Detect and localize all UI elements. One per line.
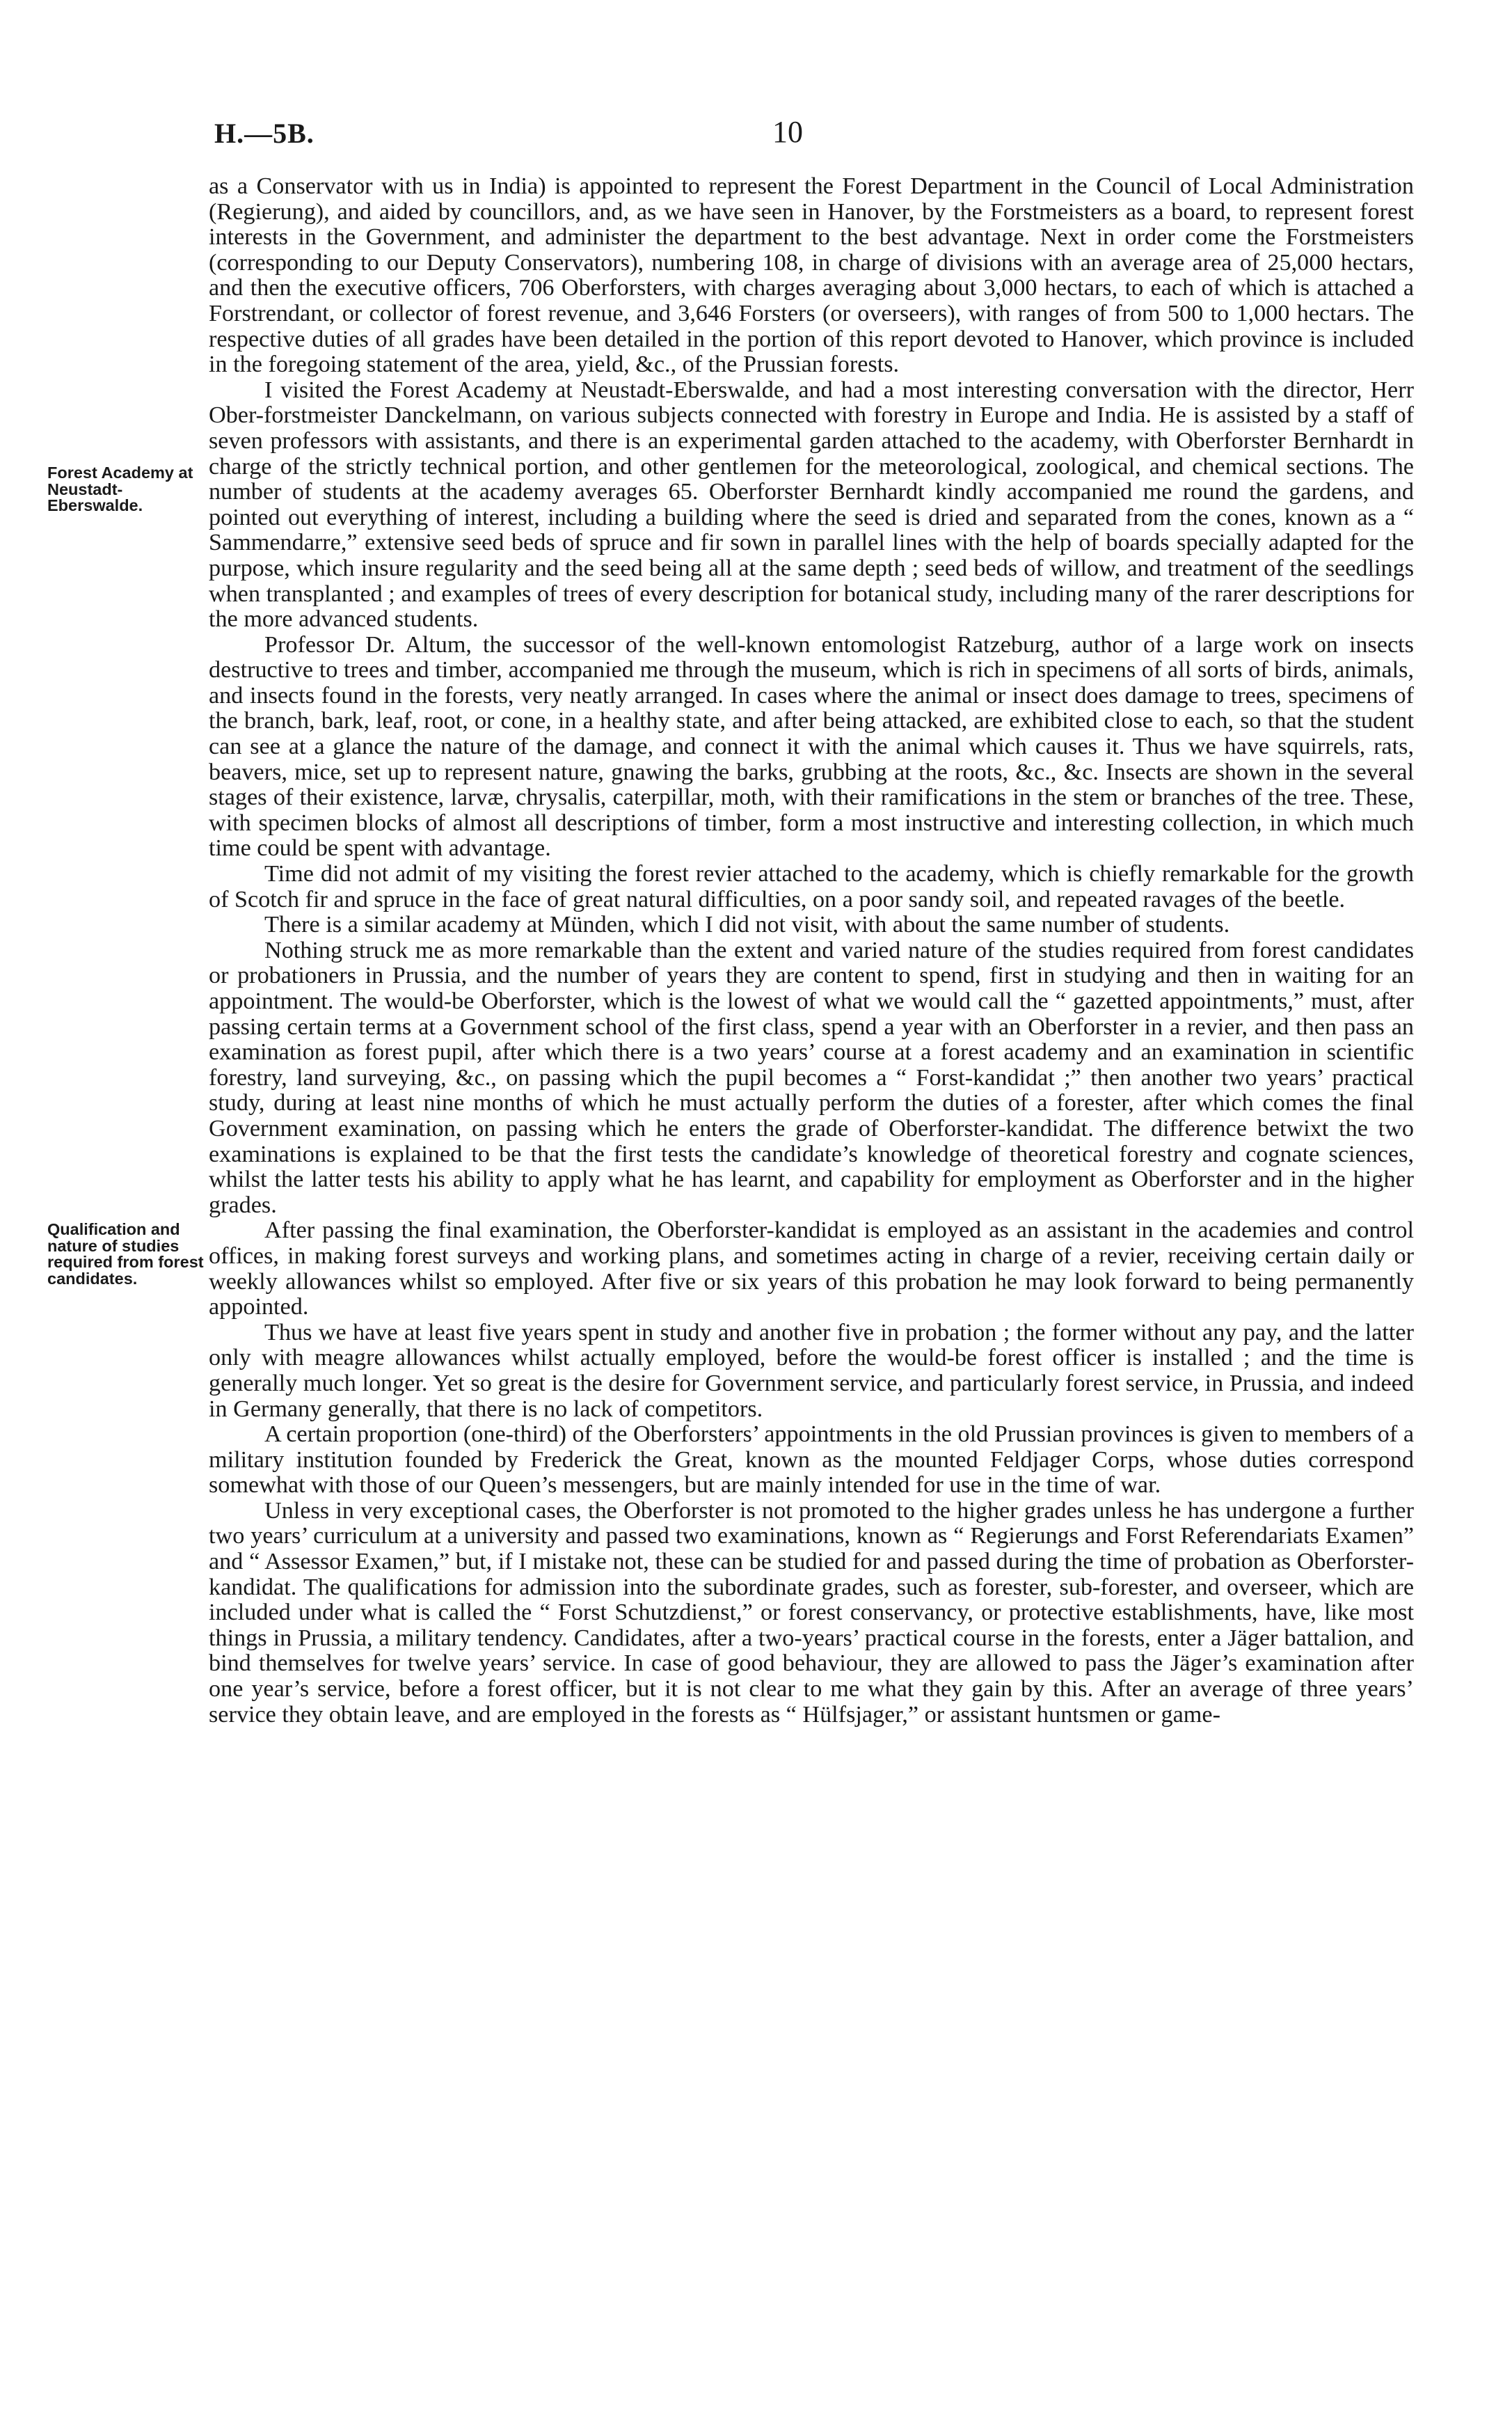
document-reference: H.—5B.	[214, 118, 315, 149]
paragraph-final-examination: After passing the final examination, the Oberforster-kandidat is employed as an assistant in the academies and control offices, in making forest surveys and working plans, and sometimes acting in charge of a revier, receiving certain daily or weekly allowances whilst so employed. After five or six years of this probation he may look forward to being permanently appointed.	[209, 1217, 1414, 1320]
paragraph-conservator: as a Conservator with us in India) is appointed to represent the Forest Department in the Council of Local Administration (Regierung), and aided by councillors, and, as we have seen in Hanover, by the Forstmeisters as a board, to represent forest interests in the Government, and administer the department to the best advantage. Next in order come the Forstmeisters (corresponding to our Deputy Conservators), numbering 108, in charge of divisions with an average area of 25,000 hectars, and then the executive officers, 706 Oberforsters, with charges averaging about 3,000 hectars, to each of which is attached a Forstrendant, or collector of forest revenue, and 3,646 Forsters (or overseers), with ranges of from 500 to 1,000 hectars. The respective duties of all grades have been detailed in the portion of this report devoted to Hanover, which province is included in the foregoing statement of the area, yield, &c., of the Prussian forests.	[209, 173, 1414, 378]
paragraph-forest-academy: I visited the Forest Academy at Neustadt-Eberswalde, and had a most interesting conversation with the director, Herr Ober-forstmeister Danckelmann, on various subjects connected with forestry in Europe and India. He is assisted by a staff of seven professors with assistants, and there is an experimental garden attached to the academy, with Oberforster Bernhardt in charge of the strictly technical portion, and other gentlemen for the meteorological, zoological, and chemical sections. The number of students at the academy averages 65. Oberforster Bernhardt kindly accompanied me round the gardens, and pointed out everything of interest, including a building where the seed is dried and separated from the cones, known as a “ Sammendarre,” extensive seed beds of spruce and fir sown in parallel lines with the help of boards specially adapted for the purpose, which insure regularity and the seed being all at the same depth ; seed beds of willow, and treatment of the seedlings when transplanted ; and examples of trees of every description for botanical study, including many of the rarer descriptions for the more advanced students.	[209, 377, 1414, 633]
paragraph-higher-grades: Unless in very exceptional cases, the Oberforster is not promoted to the higher grades unless he has undergone a further two years’ curriculum at a university and passed two examinations, known as “ Regierungs and Forst Referendariats Examen” and “ Assessor Examen,” but, if I mistake not, these can be studied for and passed during the time of probation as Oberforster-kandidat. The qualifications for admission into the subordinate grades, such as forester, sub-forester, and overseer, which are included under what is called the “ Forst Schutzdienst,” or forest conservancy, or protective establishments, have, like most things in Prussia, a military tendency. Candidates, after a two-years’ practical course in the forests, enter a Jäger battalion, and bind themselves for twelve years’ service. In case of good behaviour, they are allowed to pass the Jäger’s examination after one year’s service, before a forest officer, but it is not clear to me what they gain by this. After an average of three years’ service they obtain leave, and are employed in the forests as “ Hülfsjager,” or assistant huntsmen or game-	[209, 1497, 1414, 1728]
paragraph-feldjager: A certain proportion (one-third) of the Oberforsters’ appointments in the old Prussian provinces is given to members of a military institution founded by Frederick the Great, known as the mounted Feldjager Corps, whose duties correspond somewhat with those of our Queen’s messengers, but are mainly intended for use in the time of war.	[209, 1421, 1414, 1499]
paragraph-forest-revier: Time did not admit of my visiting the forest revier attached to the academy, which is chiefly remarkable for the growth of Scotch fir and spruce in the face of great natural difficulties, on a poor sandy soil, and repeated ravages of the beetle.	[209, 861, 1414, 913]
margin-note-forest-academy: Forest Academy at Neustadt-Eberswalde.	[47, 464, 193, 514]
page-number: 10	[772, 115, 803, 149]
margin-note-qualification: Qualification and nature of studies required from forest candidates.	[47, 1220, 204, 1288]
paragraph-probation: Thus we have at least five years spent in study and another five in probation ; the former without any pay, and the latter only with meagre allowances whilst actually employed, before the would-be forest officer is installed ; and the time is generally much longer. Yet so great is the desire for Government service, and particularly forest service, in Prussia, and indeed in Germany generally, that there is no lack of competitors.	[209, 1319, 1414, 1422]
body-text	[209, 174, 1414, 1728]
paragraph-studies-required: Nothing struck me as more remarkable than the extent and varied nature of the studies required from forest candidates or probationers in Prussia, and the number of years they are content to spend, first in studying and then in waiting for an appointment. The would-be Oberforster, which is the lowest of what we would call the “ gazetted appointments,” must, after passing certain terms at a Government school of the first class, spend a year with an Oberforster in a revier, and then pass an examination as forest pupil, after which there is a two years’ course at a forest academy and an examination in scientific forestry, land surveying, &c., on passing which the pupil becomes a “ Forst-kandidat ;” then another two years’ practical study, during at least nine months of which he must actually perform the duties of a forester, after which comes the final Government examination, on passing which he enters the grade of Oberforster-kandidat. The difference betwixt the two examinations is explained to be that the first tests the candidate’s knowledge of theoretical forestry and cognate sciences, whilst the latter tests his ability to apply what he has learnt, and capability for employment as Oberforster and in the higher grades.	[209, 937, 1414, 1218]
paragraph-museum: Professor Dr. Altum, the successor of the well-known entomologist Ratzeburg, author of a large work on insects destructive to trees and timber, accompanied me through the museum, which is rich in specimens of all sorts of birds, animals, and insects found in the forests, very neatly arranged. In cases where the animal or insect does damage to trees, specimens of the branch, bark, leaf, root, or cone, in a healthy state, and after being attacked, are exhibited close to each, so that the student can see at a glance the nature of the damage, and connect it with the animal which causes it. Thus we have squirrels, rats, beavers, mice, set up to represent nature, gnawing the barks, grubbing at the roots, &c., &c. Insects are shown in the several stages of their existence, larvæ, chrysalis, caterpillar, moth, with their ramifications in the stem or branches of the tree. These, with specimen blocks of almost all descriptions of timber, form a most instructive and interesting collection, in which much time could be spent with advantage.	[209, 631, 1414, 862]
paragraph-munden-academy: There is a similar academy at Münden, which I did not visit, with about the same number of students.	[264, 912, 1230, 938]
